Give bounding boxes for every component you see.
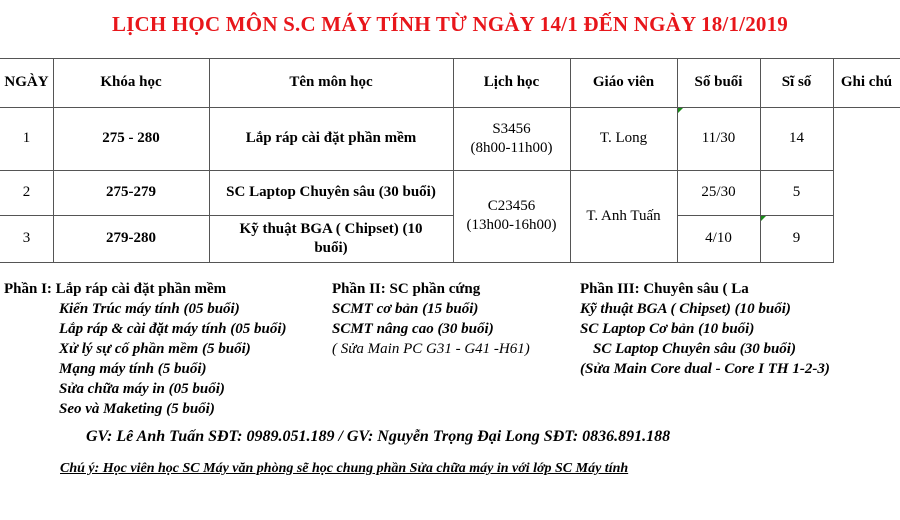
- row3-si-so: 9: [792, 230, 801, 247]
- header-lich-hoc: Lịch học: [483, 74, 540, 91]
- part-2: [332, 279, 530, 359]
- row1-si-so: 14: [789, 130, 804, 147]
- row23-giao-vien: T. Anh Tuấn: [586, 207, 661, 224]
- header-giao-vien: Giáo viên: [592, 74, 655, 91]
- part-2-heading: Phần II: SC phần cứng: [332, 281, 481, 297]
- row2-ngay: 2: [22, 184, 31, 201]
- comment-marker: [678, 108, 683, 113]
- header-khoa-hoc: Khóa học: [100, 74, 162, 91]
- part-3-item: SC Laptop Chuyên sâu (30 buổi): [593, 341, 796, 357]
- part-1-heading: Phần I: Lắp ráp cài đặt phần mềm: [4, 281, 227, 297]
- note-line: Chú ý: Học viên học SC Máy văn phòng sẽ học chung phần Sửa chữa máy in với lớp SC Máy tính: [60, 461, 629, 476]
- header-si-so: Sĩ số: [781, 74, 812, 91]
- teacher-contact-line: GV: Lê Anh Tuấn SĐT: 0989.051.189 / GV: Nguyễn Trọng Đại Long SĐT: 0836.891.188: [86, 428, 671, 445]
- schedule-code: C23456: [487, 198, 536, 215]
- part-1-item: Lắp ráp & cài đặt máy tính (05 buổi): [59, 321, 287, 337]
- part-3-item: Kỹ thuật BGA ( Chipset) (10 buổi): [580, 301, 791, 317]
- schedule-code: S3456: [492, 120, 531, 137]
- header-ten-mon-hoc: Tên môn học: [289, 74, 373, 91]
- part-2-item: SCMT nâng cao (30 buổi): [332, 321, 494, 337]
- row1-ngay: 1: [22, 130, 31, 147]
- part-3: [580, 279, 830, 379]
- page-title: LỊCH HỌC MÔN S.C MÁY TÍNH TỪ NGÀY 14/1 ĐẾN NGÀY 18/1/2019: [111, 12, 789, 36]
- header-ngay: NGÀY: [4, 74, 49, 91]
- row1-so-buoi: 11/30: [701, 130, 736, 147]
- row3-so-buoi: 4/10: [705, 230, 732, 247]
- part-1-item: Seo và Maketing (5 buổi): [59, 401, 215, 417]
- schedule-time: (8h00-11h00): [470, 139, 553, 156]
- row2-khoa: 275-279: [106, 184, 156, 201]
- row3-khoa: 279-280: [106, 230, 156, 247]
- row1-lich-hoc: [453, 107, 570, 170]
- row3-ten: Kỹ thuật BGA ( Chipset) (10 buổi): [239, 220, 423, 256]
- comment-marker: [761, 216, 766, 221]
- part-3-item: SC Laptop Cơ bản (10 buổi): [580, 321, 755, 337]
- part-2-item: ( Sửa Main PC G31 - G41 -H61): [332, 341, 530, 357]
- part-3-item: (Sửa Main Core dual - Core I TH 1-2-3): [580, 361, 830, 377]
- part-1-item: Xử lý sự cố phần mềm (5 buổi): [59, 341, 251, 357]
- schedule-time: (13h00-16h00): [466, 217, 557, 233]
- row1-khoa: 275 - 280: [102, 130, 160, 147]
- part-1-item: Mạng máy tính (5 buổi): [59, 361, 207, 377]
- part-1: [4, 279, 287, 419]
- row2-ten: SC Laptop Chuyên sâu (30 buổi): [226, 184, 436, 201]
- row2-so-buoi: 25/30: [701, 184, 736, 201]
- row1-ten: Lắp ráp cài đặt phần mềm: [245, 130, 417, 147]
- row3-ngay: 3: [22, 230, 31, 247]
- part-1-item: Sửa chữa máy in (05 buổi): [59, 381, 225, 397]
- part-1-item: Kiến Trúc máy tính (05 buổi): [59, 301, 240, 317]
- part-2-item: SCMT cơ bản (15 buổi): [332, 301, 479, 317]
- part-3-heading: Phần III: Chuyên sâu ( La: [580, 281, 749, 297]
- row23-lich-hoc: [453, 170, 570, 262]
- header-so-buoi: Số buổi: [694, 74, 743, 91]
- row2-si-so: 5: [792, 184, 801, 201]
- row1-giao-vien: T. Long: [599, 130, 648, 147]
- header-ghi-chu: Ghi chú: [840, 74, 893, 91]
